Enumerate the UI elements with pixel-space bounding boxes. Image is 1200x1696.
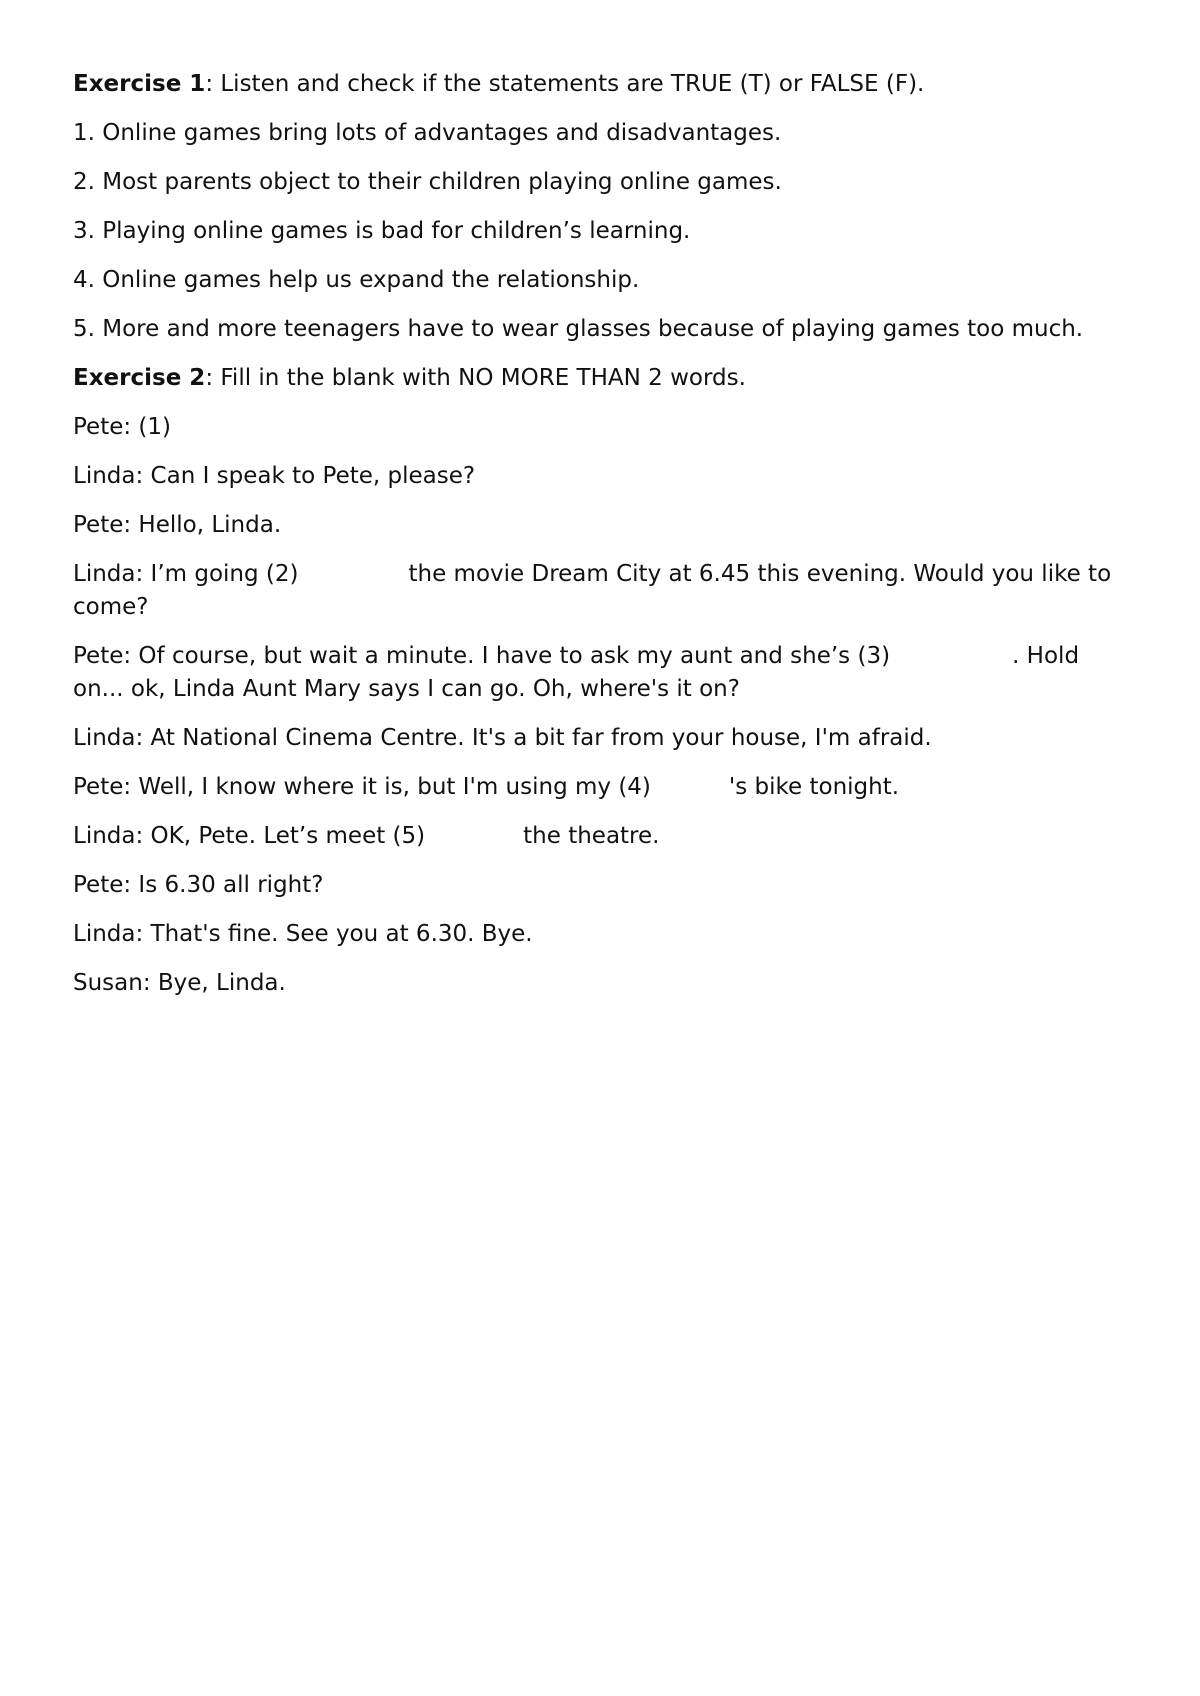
dialogue-line-2: Linda: Can I speak to Pete, please? [73,463,476,489]
statement-5: 5. More and more teenagers have to wear glasses because of playing games too much. [73,316,1084,342]
statement-2: 2. Most parents object to their children playing online games. [73,169,782,195]
dialogue-line-8-start: Linda: OK, Pete. Let’s meet (5) [73,823,426,849]
dialogue-line-5-end: . Hold on... ok, Linda Aunt Mary says I can go. Oh, where's it on? [73,643,1080,702]
statement-3: 3. Playing online games is bad for children’s learning. [73,218,691,244]
exercise2-instruction: : Fill in the blank with NO MORE THAN 2 words. [205,365,746,391]
exercise1-title: Exercise 1 [73,71,206,97]
dialogue-line-7-end: 's bike tonight. [728,774,900,800]
dialogue-line-8 [73,820,1133,853]
exercise2-title: Exercise 2 [73,365,206,391]
dialogue-line-10: Linda: That's fine. See you at 6.30. Bye. [73,921,533,947]
dialogue-line-4-start: Linda: I’m going (2) [73,561,299,587]
dialogue-line-9: Pete: Is 6.30 all right? [73,872,324,898]
statement-4: 4. Online games help us expand the relationship. [73,267,640,293]
dialogue-line-11: Susan: Bye, Linda. [73,970,286,996]
dialogue-line-1: Pete: (1) [73,414,172,440]
exercise1-instruction: : Listen and check if the statements are TRUE (T) or FALSE (F). [205,71,925,97]
dialogue-line-4-end: the movie Dream City at 6.45 this evening. Would you like to come? [73,561,1112,620]
dialogue-line-7-start: Pete: Well, I know where it is, but I'm using my (4) [73,774,651,800]
statement-1: 1. Online games bring lots of advantages and disadvantages. [73,120,782,146]
dialogue-line-4 [73,558,1133,624]
dialogue-line-5-start: Pete: Of course, but wait a minute. I have to ask my aunt and she’s (3) [73,643,891,669]
exercise1-heading [73,68,1133,101]
dialogue-line-6: Linda: At National Cinema Centre. It's a bit far from your house, I'm afraid. [73,725,932,751]
dialogue-line-7 [73,771,1133,804]
dialogue-line-8-end: the theatre. [523,823,660,849]
dialogue-line-5 [73,640,1133,706]
dialogue-line-3: Pete: Hello, Linda. [73,512,282,538]
exercise2-heading [73,362,1133,395]
worksheet-page [73,68,1133,1016]
